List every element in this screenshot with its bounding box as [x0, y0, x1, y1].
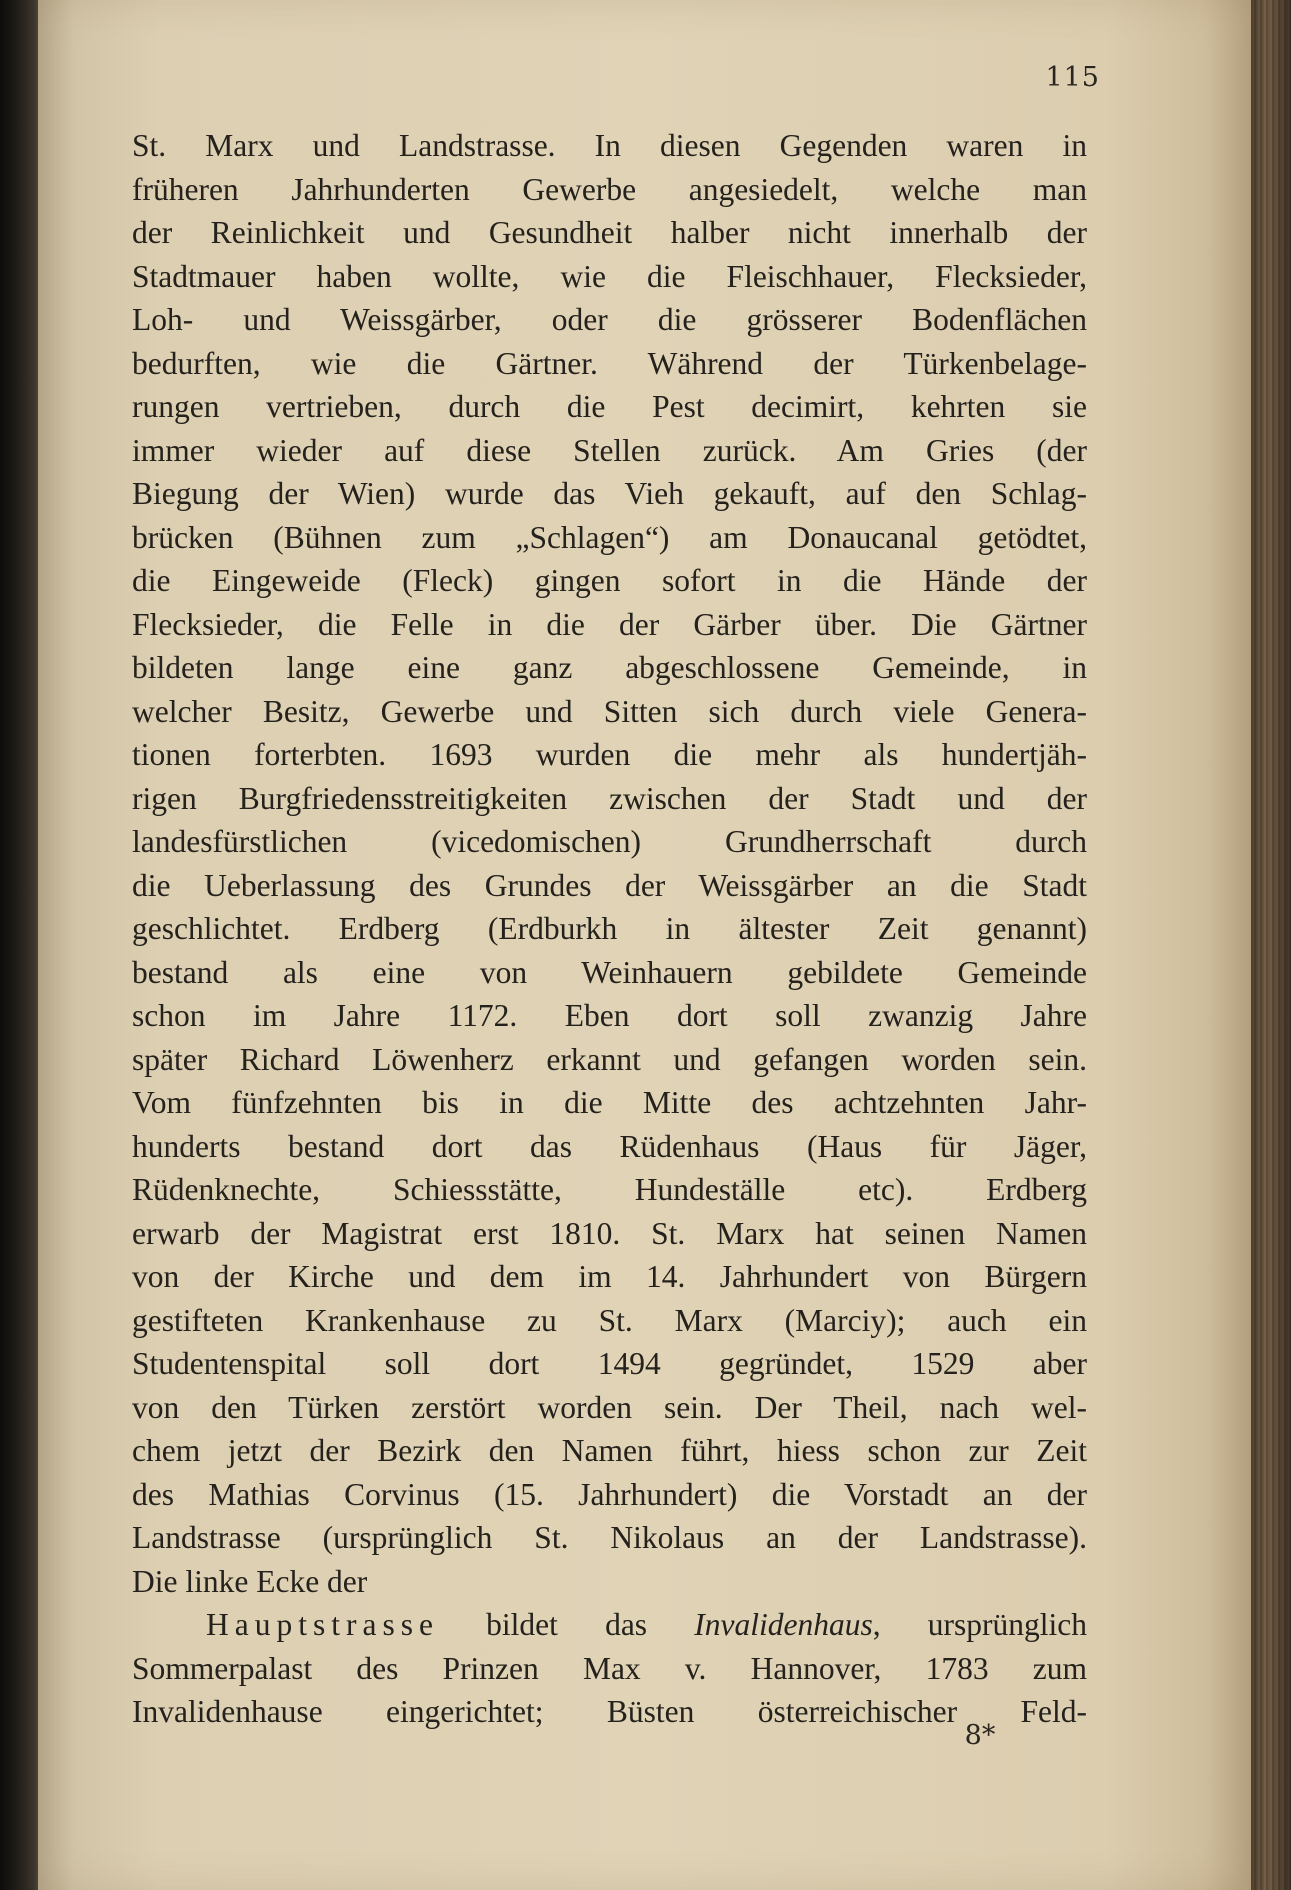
page-number: 115 — [1045, 62, 1100, 93]
text-line: St. Marx und Landstrasse. In diesen Gegenden waren in — [132, 128, 1087, 163]
text-line: chem jetzt der Bezirk den Namen führt, hiess schon zur Zeit — [132, 1433, 1087, 1468]
italic-term: Invalidenhaus — [694, 1607, 873, 1642]
paragraph-first-line — [132, 1603, 1087, 1647]
text-line: die Eingeweide (Fleck) gingen sofort in die Hände der — [132, 563, 1087, 598]
text-line: Stadtmauer haben wollte, wie die Fleischhauer, Flecksieder, — [132, 258, 1087, 294]
page-edges-shadow — [1251, 0, 1291, 1890]
text-fragment: bildet das — [438, 1607, 695, 1642]
text-line: Biegung der Wien) wurde das Vieh gekauft, auf den Schlag- — [132, 476, 1087, 511]
text-line: gestifteten Krankenhause zu St. Marx (Marciy); auch ein — [132, 1302, 1087, 1338]
text-line: geschlichtet. Erdberg (Erdburkh in ältester Zeit genannt) — [132, 911, 1087, 946]
text-line: rungen vertrieben, durch die Pest decimirt, kehrten sie — [132, 389, 1087, 424]
text-line: Rüdenknechte, Schiessstätte, Hundeställe etc). Erdberg — [132, 1172, 1087, 1207]
text-line: früheren Jahrhunderten Gewerbe angesiedelt, welche man — [132, 171, 1087, 207]
text-line: Flecksieder, die Felle in die der Gärber über. Die Gärtner — [132, 606, 1087, 642]
text-line: hunderts bestand dort das Rüdenhaus (Haus für Jäger, — [132, 1128, 1087, 1164]
text-line: des Mathias Corvinus (15. Jahrhundert) die Vorstadt an der — [132, 1476, 1087, 1512]
text-line: von der Kirche und dem im 14. Jahrhundert von Bürgern — [132, 1259, 1087, 1294]
text-line: erwarb der Magistrat erst 1810. St. Marx hat seinen Namen — [132, 1215, 1087, 1251]
text-line: landesfürstlichen (vicedomischen) Grundherrschaft durch — [132, 824, 1087, 859]
signature-mark: 8* — [964, 1720, 996, 1751]
text-line: Vom fünfzehnten bis in die Mitte des achtzehnten Jahr- — [132, 1085, 1087, 1120]
spaced-street-name: Hauptstrasse — [206, 1607, 439, 1642]
book-spine — [0, 0, 42, 1890]
text-line: bedurften, wie die Gärtner. Während der Türkenbelage- — [132, 345, 1087, 381]
text-line: Sommerpalast des Prinzen Max v. Hannover, 1783 zum — [132, 1650, 1087, 1686]
text-line: immer wieder auf diese Stellen zurück. Am Gries (der — [132, 432, 1087, 468]
text-fragment: , ursprünglich — [872, 1607, 1087, 1642]
body-text — [132, 124, 1087, 1734]
text-line: Die linke Ecke der — [132, 1563, 368, 1599]
text-line: schon im Jahre 1172. Eben dort soll zwanzig Jahre — [132, 998, 1087, 1033]
text-line: von den Türken zerstört worden sein. Der Theil, nach wel- — [132, 1389, 1087, 1425]
text-line: brücken (Bühnen zum „Schlagen“) am Donaucanal getödtet, — [132, 519, 1087, 555]
text-line: Loh- und Weissgärber, oder die grösserer Bodenflächen — [132, 302, 1087, 337]
text-line: die Ueberlassung des Grundes der Weissgärber an die Stadt — [132, 867, 1087, 903]
text-line: tionen forterbten. 1693 wurden die mehr als hundertjäh- — [132, 737, 1087, 772]
text-line: welcher Besitz, Gewerbe und Sitten sich durch viele Genera- — [132, 693, 1087, 729]
text-line: Studentenspital soll dort 1494 gegründet, 1529 aber — [132, 1346, 1087, 1381]
text-line: rigen Burgfriedensstreitigkeiten zwischen der Stadt und der — [132, 780, 1087, 816]
text-line: der Reinlichkeit und Gesundheit halber nicht innerhalb der — [132, 215, 1087, 250]
text-line: Landstrasse (ursprünglich St. Nikolaus an der Landstrasse). — [132, 1520, 1087, 1555]
text-line: später Richard Löwenherz erkannt und gefangen worden sein. — [132, 1041, 1087, 1077]
text-line: Invalidenhause eingerichtet; Büsten österreichischer Feld- — [132, 1694, 1087, 1729]
text-line: bildeten lange eine ganz abgeschlossene Gemeinde, in — [132, 650, 1087, 685]
text-line: bestand als eine von Weinhauern gebildete Gemeinde — [132, 954, 1087, 990]
